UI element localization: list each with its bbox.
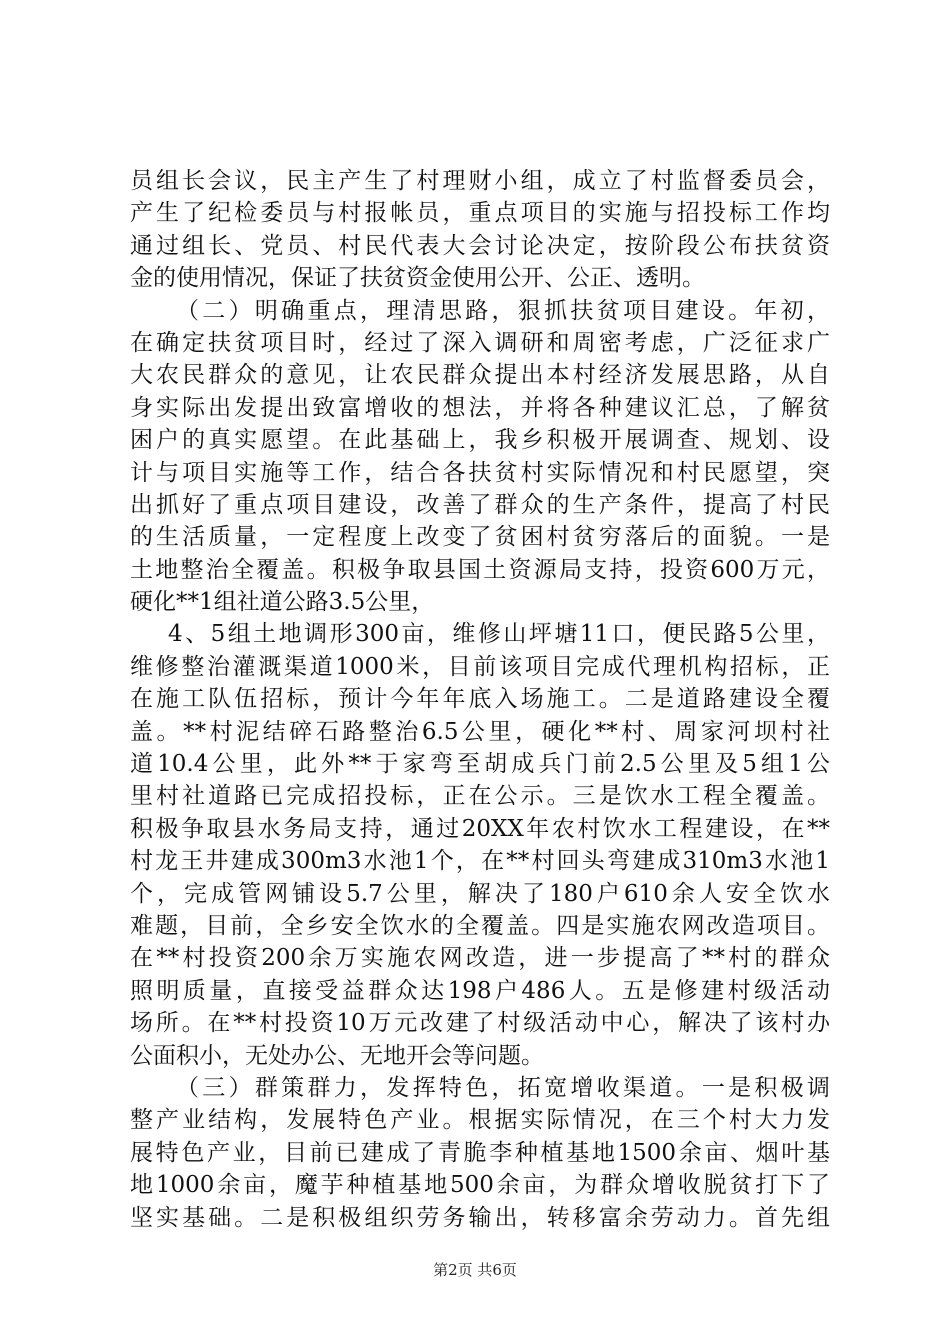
page-number-footer: 第2页 共6页: [433, 1261, 517, 1279]
text-line: 出抓好了重点项目建设，改善了群众的生产条件，提高了村民: [130, 491, 830, 518]
text-line: 里村社道路已完成招投标，正在公示。三是饮水工程全覆盖。: [130, 783, 830, 810]
text-line: 在确定扶贫项目时，经过了深入调研和周密考虑，广泛征求广: [130, 329, 830, 356]
text-line: 金的使用情况，保证了扶贫资金使用公开、公正、透明。: [130, 265, 705, 292]
text-line: 的生活质量，一定程度上改变了贫困村贫穷落后的面貌。一是: [130, 524, 830, 551]
text-line: 土地整治全覆盖。积极争取县国土资源局支持，投资600万元，: [130, 556, 830, 583]
text-line: 盖。**村泥结碎石路整治6.5公里，硬化**村、周家河坝村社: [130, 718, 830, 745]
text-line: 个，完成管网铺设5.7公里，解决了180户610余人安全饮水: [130, 880, 830, 907]
text-line: 难题，目前，全乡安全饮水的全覆盖。四是实施农网改造项目。: [130, 912, 830, 939]
paragraph-heading-2: （二）明确重点，理清思路，狠抓扶贫项目建设。年初，: [176, 297, 830, 324]
text-line: 产生了纪检委员与村报帐员，重点项目的实施与招投标工作均: [130, 200, 830, 227]
text-line: 计与项目实施等工作，结合各扶贫村实际情况和村民愿望，突: [130, 459, 830, 486]
text-line: 在施工队伍招标，预计今年年底入场施工。二是道路建设全覆: [130, 686, 830, 713]
text-line: 身实际出发提出致富增收的想法，并将各种建议汇总，了解贫: [130, 394, 830, 421]
text-line: 员组长会议，民主产生了村理财小组，成立了村监督委员会，: [130, 168, 830, 194]
text-line: 道10.4公里，此外**于家弯至胡成兵门前2.5公里及5组1公: [130, 751, 830, 778]
paragraph-heading-3: （三）群策群力，发挥特色，拓宽增收渠道。一是积极调: [176, 1074, 830, 1101]
text-line: 硬化**1组社道公路3.5公里，: [130, 589, 435, 616]
text-line: 在**村投资200余万实施农网改造，进一步提高了**村的群众: [130, 945, 830, 972]
text-line: 公面积小，无处办公、无地开会等问题。: [130, 1042, 544, 1069]
text-line: 维修整治灌溉渠道1000米，目前该项目完成代理机构招标，正: [130, 653, 830, 680]
text-line: 场所。在**村投资10万元改建了村级活动中心，解决了该村办: [130, 1010, 830, 1037]
text-line: 大农民群众的意见，让农民群众提出本村经济发展思路，从自: [130, 362, 830, 389]
text-line: 坚实基础。二是积极组织劳务输出，转移富余劳动力。首先组: [130, 1204, 830, 1231]
text-line: 展特色产业，目前已建成了青脆李种植基地1500余亩、烟叶基: [130, 1139, 830, 1166]
text-line: 4、5组土地调形300亩，维修山坪塘11口，便民路5公里，: [168, 621, 830, 648]
text-line: 积极争取县水务局支持，通过20XX年农村饮水工程建设，在**: [130, 815, 830, 842]
text-line: 村龙王井建成300m3水池1个，在**村回头弯建成310m3水池1: [130, 848, 830, 875]
text-line: 地1000余亩，魔芋种植基地500余亩，为群众增收脱贫打下了: [130, 1172, 830, 1199]
text-line: 照明质量，直接受益群众达198户486人。五是修建村级活动: [130, 977, 830, 1004]
body-text: [130, 165, 830, 1234]
text-line: 整产业结构，发展特色产业。根据实际情况，在三个村大力发: [130, 1107, 830, 1134]
text-line: 通过组长、党员、村民代表大会讨论决定，按阶段公布扶贫资: [130, 232, 830, 259]
text-line: 困户的真实愿望。在此基础上，我乡积极开展调查、规划、设: [130, 427, 830, 454]
